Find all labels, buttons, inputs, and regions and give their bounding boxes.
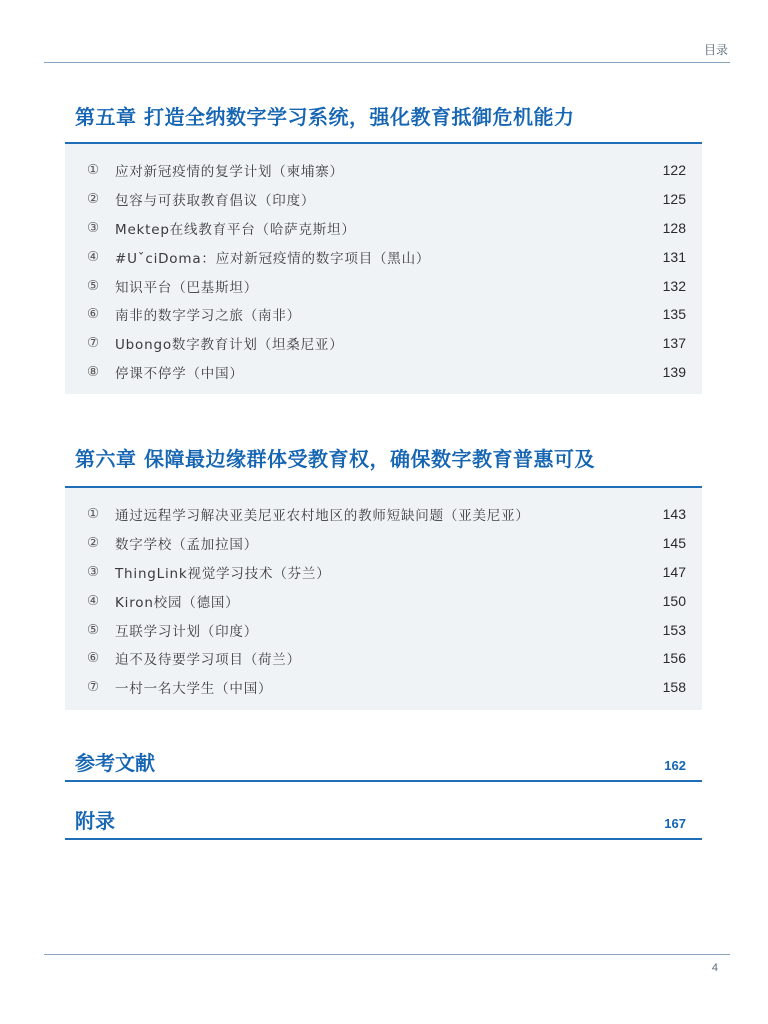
entry-page: 156 xyxy=(662,650,686,667)
entry-title: 通过远程学习解决亚美尼亚农村地区的教师短缺问题（亚美尼亚） xyxy=(115,508,530,525)
entry-title: 迫不及待要学习项目（荷兰） xyxy=(115,652,301,669)
toc-entry[interactable] xyxy=(87,214,686,243)
toc-entry[interactable] xyxy=(87,185,686,214)
entry-title: 互联学习计划（印度） xyxy=(115,623,258,640)
entry-page: 132 xyxy=(662,277,686,294)
chapter-5-entries xyxy=(65,144,702,394)
references-title: 参考文献 xyxy=(75,751,155,775)
entry-title: Kiron校园（德国） xyxy=(115,594,240,611)
toc-entry[interactable] xyxy=(87,271,686,300)
entry-title: Ubongo数字教育计划（坦桑尼亚） xyxy=(115,337,344,354)
chapter-6-title: 第六章 保障最边缘群体受教育权，确保数字教育普惠可及 xyxy=(75,447,595,471)
entry-page: 153 xyxy=(662,621,686,638)
entry-number: ③ xyxy=(87,563,100,580)
references-entry[interactable] xyxy=(65,748,702,782)
entry-number: ③ xyxy=(87,219,100,236)
appendix-entry[interactable] xyxy=(65,806,702,840)
entry-page: 122 xyxy=(662,162,686,179)
entry-number: ⑥ xyxy=(87,650,100,667)
entry-title: 南非的数字学习之旅（南非） xyxy=(115,308,301,325)
toc-entry[interactable] xyxy=(87,529,686,558)
entry-number: ① xyxy=(87,162,100,179)
toc-entry[interactable] xyxy=(87,615,686,644)
toc-entry[interactable] xyxy=(87,329,686,358)
entry-page: 158 xyxy=(662,679,686,696)
entry-page: 143 xyxy=(662,506,686,523)
toc-entry[interactable] xyxy=(87,586,686,615)
appendix-rule xyxy=(65,838,702,840)
entry-page: 139 xyxy=(662,363,686,380)
toc-entry[interactable] xyxy=(87,500,686,529)
chapter-5-title: 第五章 打造全纳数字学习系统，强化教育抵御危机能力 xyxy=(75,105,575,129)
entry-title: 数字学校（孟加拉国） xyxy=(115,537,258,554)
entry-page: 147 xyxy=(662,563,686,580)
entry-title: ThingLink视觉学习技术（芬兰） xyxy=(115,565,331,582)
entry-title: 包容与可获取教育倡议（印度） xyxy=(115,193,316,210)
entry-number: ⑧ xyxy=(87,363,100,380)
chapter-6-section xyxy=(65,444,702,710)
entry-number: ⑦ xyxy=(87,335,100,352)
entry-page: 145 xyxy=(662,535,686,552)
entry-number: ⑦ xyxy=(87,679,100,696)
toc-entry[interactable] xyxy=(87,673,686,702)
entry-number: ④ xyxy=(87,592,100,609)
entry-number: ⑤ xyxy=(87,621,100,638)
page-number: 4 xyxy=(711,962,718,974)
entry-title: 知识平台（巴基斯坦） xyxy=(115,279,258,296)
entry-number: ② xyxy=(87,535,100,552)
entry-title: 停课不停学（中国） xyxy=(115,365,244,382)
chapter-5-section xyxy=(65,102,702,394)
entry-page: 150 xyxy=(662,592,686,609)
entry-number: ① xyxy=(87,506,100,523)
entry-number: ⑤ xyxy=(87,277,100,294)
entry-number: ④ xyxy=(87,248,100,265)
toc-entry[interactable] xyxy=(87,558,686,587)
toc-entry[interactable] xyxy=(87,644,686,673)
entry-page: 131 xyxy=(662,248,686,265)
toc-entry[interactable] xyxy=(87,242,686,271)
entry-page: 125 xyxy=(662,191,686,208)
appendix-page: 167 xyxy=(664,816,686,831)
entry-title: 一村一名大学生（中国） xyxy=(115,681,273,698)
appendix-title: 附录 xyxy=(75,809,115,833)
entry-page: 137 xyxy=(662,335,686,352)
entry-title: #UˇciDoma：应对新冠疫情的数字项目（黑山） xyxy=(115,250,431,267)
toc-entry[interactable] xyxy=(87,156,686,185)
running-header: 目录 xyxy=(703,43,728,57)
entry-title: 应对新冠疫情的复学计划（柬埔寨） xyxy=(115,164,344,181)
footer-divider xyxy=(44,954,730,955)
references-page: 162 xyxy=(664,758,686,773)
toc-entry[interactable] xyxy=(87,358,686,387)
toc-entry[interactable] xyxy=(87,300,686,329)
entry-page: 128 xyxy=(662,219,686,236)
chapter-6-entries xyxy=(65,488,702,710)
entry-number: ② xyxy=(87,191,100,208)
entry-number: ⑥ xyxy=(87,306,100,323)
references-rule xyxy=(65,780,702,782)
entry-page: 135 xyxy=(662,306,686,323)
header-divider xyxy=(44,62,730,63)
entry-title: Mektep在线教育平台（哈萨克斯坦） xyxy=(115,221,356,238)
